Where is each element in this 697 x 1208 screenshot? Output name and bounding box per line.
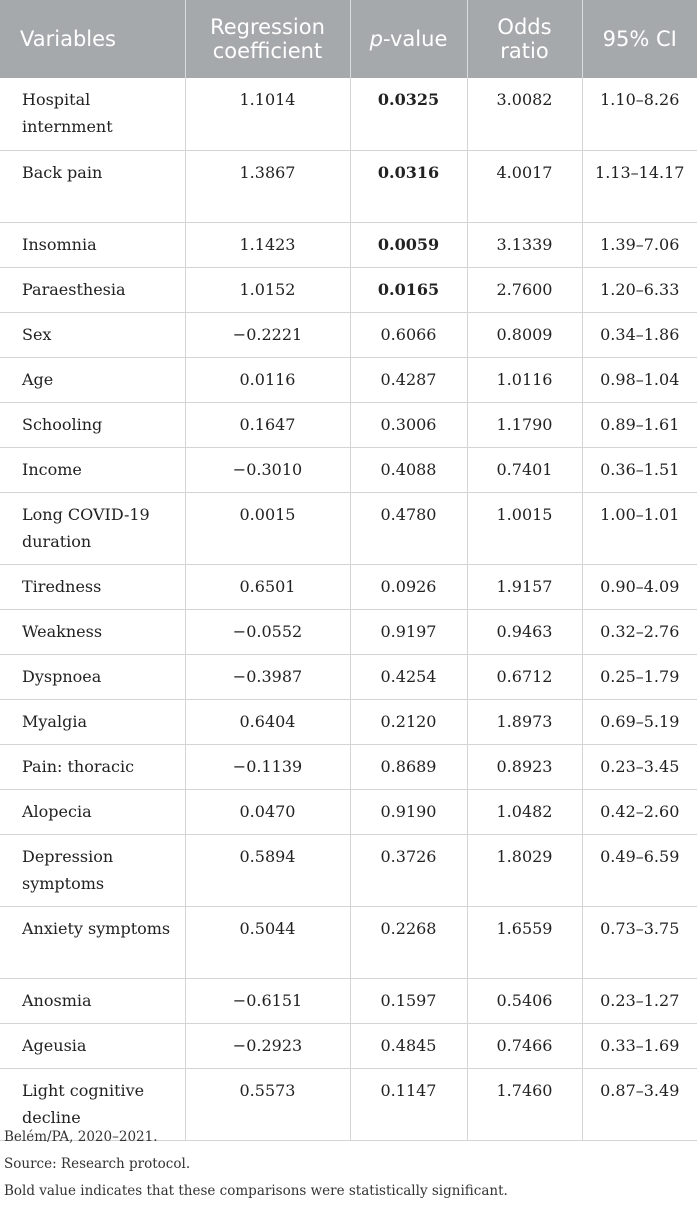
table-row bbox=[0, 447, 697, 492]
cell-variable: Insomnia bbox=[0, 222, 185, 267]
table-header bbox=[0, 0, 697, 78]
cell-coefficient: −0.0552 bbox=[185, 609, 350, 654]
cell-p-value: 0.4845 bbox=[350, 1023, 467, 1068]
cell-odds-ratio: 3.0082 bbox=[467, 78, 582, 150]
cell-variable: Dyspnoea bbox=[0, 654, 185, 699]
cell-odds-ratio: 0.7401 bbox=[467, 447, 582, 492]
cell-p-value: 0.3006 bbox=[350, 402, 467, 447]
cell-variable: Long COVID-19 duration bbox=[0, 492, 185, 564]
footnote-bold-note: Bold value indicates that these comparisons were statistically significant. bbox=[4, 1183, 508, 1199]
cell-p-value: 0.8689 bbox=[350, 744, 467, 789]
header-ci: 95% CI bbox=[582, 0, 697, 78]
table-row bbox=[0, 1023, 697, 1068]
table-row bbox=[0, 564, 697, 609]
cell-ci: 1.10–8.26 bbox=[582, 78, 697, 150]
cell-coefficient: 1.1014 bbox=[185, 78, 350, 150]
table-row bbox=[0, 357, 697, 402]
cell-p-value: 0.2120 bbox=[350, 699, 467, 744]
cell-ci: 0.42–2.60 bbox=[582, 789, 697, 834]
cell-coefficient: 1.0152 bbox=[185, 267, 350, 312]
table-row bbox=[0, 834, 697, 906]
cell-coefficient: 0.0015 bbox=[185, 492, 350, 564]
cell-p-value: 0.6066 bbox=[350, 312, 467, 357]
cell-p-value: 0.2268 bbox=[350, 906, 467, 978]
cell-p-value: 0.0325 bbox=[350, 78, 467, 150]
cell-p-value: 0.0316 bbox=[350, 150, 467, 222]
cell-variable: Depression symptoms bbox=[0, 834, 185, 906]
header-p-italic: p bbox=[369, 27, 383, 51]
cell-p-value: 0.9190 bbox=[350, 789, 467, 834]
cell-ci: 0.34–1.86 bbox=[582, 312, 697, 357]
cell-ci: 0.73–3.75 bbox=[582, 906, 697, 978]
footnotes bbox=[4, 1124, 694, 1205]
cell-ci: 0.36–1.51 bbox=[582, 447, 697, 492]
cell-variable: Schooling bbox=[0, 402, 185, 447]
table-row bbox=[0, 789, 697, 834]
cell-ci: 1.20–6.33 bbox=[582, 267, 697, 312]
cell-ci: 0.25–1.79 bbox=[582, 654, 697, 699]
cell-ci: 0.32–2.76 bbox=[582, 609, 697, 654]
cell-variable: Light cognitive decline bbox=[0, 1068, 185, 1140]
cell-ci: 0.98–1.04 bbox=[582, 357, 697, 402]
cell-odds-ratio: 1.0482 bbox=[467, 789, 582, 834]
cell-coefficient: 1.1423 bbox=[185, 222, 350, 267]
cell-coefficient: −0.1139 bbox=[185, 744, 350, 789]
table-row bbox=[0, 978, 697, 1023]
cell-ci: 1.39–7.06 bbox=[582, 222, 697, 267]
cell-ci: 0.49–6.59 bbox=[582, 834, 697, 906]
cell-variable: Sex bbox=[0, 312, 185, 357]
table-body bbox=[0, 78, 697, 1140]
table-row bbox=[0, 150, 697, 222]
cell-odds-ratio: 0.7466 bbox=[467, 1023, 582, 1068]
table-row bbox=[0, 699, 697, 744]
cell-odds-ratio: 1.0015 bbox=[467, 492, 582, 564]
cell-ci: 0.69–5.19 bbox=[582, 699, 697, 744]
cell-ci: 0.33–1.69 bbox=[582, 1023, 697, 1068]
cell-coefficient: 0.0116 bbox=[185, 357, 350, 402]
cell-variable: Tiredness bbox=[0, 564, 185, 609]
cell-variable: Paraesthesia bbox=[0, 267, 185, 312]
cell-coefficient: −0.3010 bbox=[185, 447, 350, 492]
cell-odds-ratio: 1.0116 bbox=[467, 357, 582, 402]
cell-coefficient: 1.3867 bbox=[185, 150, 350, 222]
cell-coefficient: −0.2221 bbox=[185, 312, 350, 357]
cell-odds-ratio: 1.7460 bbox=[467, 1068, 582, 1140]
cell-variable: Weakness bbox=[0, 609, 185, 654]
cell-p-value: 0.4287 bbox=[350, 357, 467, 402]
cell-coefficient: 0.0470 bbox=[185, 789, 350, 834]
cell-p-value: 0.0165 bbox=[350, 267, 467, 312]
cell-variable: Age bbox=[0, 357, 185, 402]
cell-variable: Hospital internment bbox=[0, 78, 185, 150]
table-row bbox=[0, 78, 697, 150]
cell-odds-ratio: 3.1339 bbox=[467, 222, 582, 267]
cell-p-value: 0.0926 bbox=[350, 564, 467, 609]
cell-ci: 0.87–3.49 bbox=[582, 1068, 697, 1140]
table-row bbox=[0, 312, 697, 357]
table-row bbox=[0, 222, 697, 267]
cell-ci: 0.23–1.27 bbox=[582, 978, 697, 1023]
cell-odds-ratio: 1.8973 bbox=[467, 699, 582, 744]
cell-odds-ratio: 0.8923 bbox=[467, 744, 582, 789]
cell-variable: Alopecia bbox=[0, 789, 185, 834]
table-row bbox=[0, 654, 697, 699]
cell-variable: Myalgia bbox=[0, 699, 185, 744]
cell-p-value: 0.4780 bbox=[350, 492, 467, 564]
cell-variable: Pain: thoracic bbox=[0, 744, 185, 789]
cell-odds-ratio: 4.0017 bbox=[467, 150, 582, 222]
cell-variable: Back pain bbox=[0, 150, 185, 222]
cell-odds-ratio: 0.8009 bbox=[467, 312, 582, 357]
cell-coefficient: −0.6151 bbox=[185, 978, 350, 1023]
table-row bbox=[0, 402, 697, 447]
cell-p-value: 0.1147 bbox=[350, 1068, 467, 1140]
cell-ci: 1.13–14.17 bbox=[582, 150, 697, 222]
cell-odds-ratio: 0.9463 bbox=[467, 609, 582, 654]
cell-odds-ratio: 0.5406 bbox=[467, 978, 582, 1023]
cell-p-value: 0.0059 bbox=[350, 222, 467, 267]
cell-ci: 1.00–1.01 bbox=[582, 492, 697, 564]
cell-ci: 0.90–4.09 bbox=[582, 564, 697, 609]
cell-coefficient: 0.1647 bbox=[185, 402, 350, 447]
cell-coefficient: 0.6501 bbox=[185, 564, 350, 609]
table-row bbox=[0, 906, 697, 978]
cell-ci: 0.89–1.61 bbox=[582, 402, 697, 447]
table-row bbox=[0, 492, 697, 564]
cell-odds-ratio: 0.6712 bbox=[467, 654, 582, 699]
cell-p-value: 0.1597 bbox=[350, 978, 467, 1023]
cell-odds-ratio: 1.9157 bbox=[467, 564, 582, 609]
header-odds-ratio: Odds ratio bbox=[467, 0, 582, 78]
cell-p-value: 0.3726 bbox=[350, 834, 467, 906]
cell-coefficient: −0.2923 bbox=[185, 1023, 350, 1068]
header-p-value bbox=[350, 0, 467, 78]
cell-p-value: 0.4254 bbox=[350, 654, 467, 699]
cell-ci: 0.23–3.45 bbox=[582, 744, 697, 789]
cell-variable: Income bbox=[0, 447, 185, 492]
cell-odds-ratio: 1.1790 bbox=[467, 402, 582, 447]
cell-coefficient: 0.5044 bbox=[185, 906, 350, 978]
cell-coefficient: −0.3987 bbox=[185, 654, 350, 699]
header-variables: Variables bbox=[0, 0, 185, 78]
cell-variable: Anosmia bbox=[0, 978, 185, 1023]
header-p-rest: -value bbox=[382, 27, 448, 51]
header-regression-coefficient: Regression coefficient bbox=[185, 0, 350, 78]
table-row bbox=[0, 744, 697, 789]
cell-odds-ratio: 1.6559 bbox=[467, 906, 582, 978]
cell-p-value: 0.9197 bbox=[350, 609, 467, 654]
footnote-source: Source: Research protocol. bbox=[4, 1156, 191, 1172]
table-row bbox=[0, 267, 697, 312]
cell-coefficient: 0.6404 bbox=[185, 699, 350, 744]
cell-variable: Ageusia bbox=[0, 1023, 185, 1068]
cell-odds-ratio: 2.7600 bbox=[467, 267, 582, 312]
table-row bbox=[0, 609, 697, 654]
cell-variable: Anxiety symptoms bbox=[0, 906, 185, 978]
footnote-location: Belém/PA, 2020–2021. bbox=[4, 1129, 158, 1145]
cell-coefficient: 0.5573 bbox=[185, 1068, 350, 1140]
cell-odds-ratio: 1.8029 bbox=[467, 834, 582, 906]
cell-coefficient: 0.5894 bbox=[185, 834, 350, 906]
cell-p-value: 0.4088 bbox=[350, 447, 467, 492]
